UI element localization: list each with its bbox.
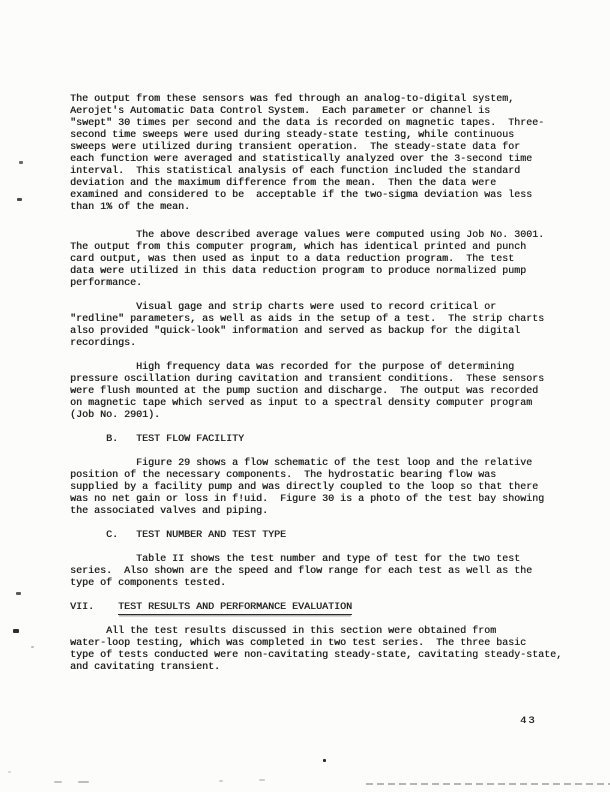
- para-test-results-summary: [70, 626, 610, 674]
- text-line: (Job No. 2901).: [70, 410, 161, 421]
- scan-speck: [259, 779, 265, 781]
- text-line: data were utilized in this data reduction program to produce normalized pump: [70, 266, 527, 277]
- text-line: series. Also shown are the speed and flow range for each test as well as the: [70, 566, 533, 577]
- text-line: All the test results discussed in this section were obtained from: [70, 626, 497, 637]
- para-visual-gage: [70, 302, 610, 350]
- heading-test-flow-facility: [70, 434, 610, 446]
- scan-speck: [54, 781, 62, 783]
- document-body: [70, 94, 610, 686]
- text-line: was no net gain or loss in f!uid. Figure 30 is a photo of the test bay showing: [70, 494, 545, 505]
- text-line: performance.: [70, 278, 143, 289]
- scan-speck: [323, 759, 326, 762]
- text-line: Aerojet's Automatic Data Control System. Each parameter or channel is: [70, 106, 491, 117]
- text-line: The output from these sensors was fed through an analog-to-digital system,: [70, 94, 515, 105]
- text-line: examined and considered to be acceptable if the two-sigma deviation was less: [70, 190, 533, 201]
- scan-speck: [19, 161, 23, 164]
- text-line: deviation and the maximum difference from the mean. Then the data were: [70, 178, 497, 189]
- heading-prefix: VII.: [70, 602, 119, 613]
- text-line: type of components tested.: [70, 578, 227, 589]
- para-data-acquisition: [70, 94, 610, 214]
- text-line: second time sweeps were used during steady-state testing, while continuous: [70, 130, 515, 141]
- scan-edge-line: [366, 783, 610, 785]
- scan-speck: [31, 646, 34, 648]
- para-table-ii: [70, 554, 610, 590]
- scan-speck: [8, 771, 11, 773]
- text-line: type of tests conducted were non-cavitating steady-state, cavitating steady-state,: [70, 650, 563, 661]
- text-line: High frequency data was recorded for the purpose of determining: [70, 362, 515, 373]
- text-line: The output from this computer program, which has identical printed and punch: [70, 242, 527, 253]
- section-heading: C. TEST NUMBER AND TEST TYPE: [70, 530, 287, 541]
- text-line: pressure oscillation during cavitation and transient conditions. These sensors: [70, 374, 545, 385]
- section-heading-underlined: [70, 602, 610, 614]
- para-average-values: [70, 230, 610, 290]
- text-line: "redline" parameters, as well as aids in the setup of a test. The strip charts: [70, 314, 545, 325]
- text-line: also provided "quick-look" information and served as backup for the digital: [70, 326, 521, 337]
- text-line: on magnetic tape which served as input to a spectral density computer program: [70, 398, 533, 409]
- para-test-loop: [70, 458, 610, 518]
- text-line: supplied by a facility pump and was directly coupled to the loop so that there: [70, 482, 539, 493]
- text-line: interval. This statistical analysis of each function included the standard: [70, 166, 521, 177]
- text-line: each function were averaged and statistically analyzed over the 3-second time: [70, 154, 533, 165]
- scan-speck: [13, 629, 19, 633]
- para-high-frequency: [70, 362, 610, 422]
- heading-test-results: [70, 602, 610, 614]
- scan-speck: [16, 592, 21, 595]
- section-heading: B. TEST FLOW FACILITY: [70, 434, 245, 445]
- text-line: card output, was then used as input to a data reduction program. The test: [70, 254, 515, 265]
- text-line: than 1% of the mean.: [70, 202, 191, 213]
- scan-speck: [78, 781, 89, 783]
- scan-speck: [17, 198, 22, 201]
- heading-title: TEST RESULTS AND PERFORMANCE EVALUATION: [118, 602, 353, 613]
- page-number: 43: [520, 715, 537, 727]
- text-line: position of the necessary components. The hydrostatic bearing flow was: [70, 470, 497, 481]
- text-line: "swept" 30 times per second and the data is recorded on magnetic tapes. Three-: [70, 118, 545, 129]
- text-line: Table II shows the test number and type of test for the two test: [70, 554, 521, 565]
- text-line: recordings.: [70, 338, 137, 349]
- text-line: Visual gage and strip charts were used to record critical or: [70, 302, 497, 313]
- text-line: Figure 29 shows a flow schematic of the test loop and the relative: [70, 458, 533, 469]
- text-line: The above described average values were computed using Job No. 3001.: [70, 230, 545, 241]
- scan-speck: [219, 780, 223, 782]
- heading-test-number-type: [70, 530, 610, 542]
- text-line: and cavitating transient.: [70, 662, 221, 673]
- text-line: sweeps were utilized during transient operation. The steady-state data for: [70, 142, 521, 153]
- text-line: water-loop testing, which was completed in two test series. The three basic: [70, 638, 527, 649]
- text-line: were flush mounted at the pump suction and discharge. The output was recorded: [70, 386, 539, 397]
- text-line: the associated valves and piping.: [70, 506, 269, 517]
